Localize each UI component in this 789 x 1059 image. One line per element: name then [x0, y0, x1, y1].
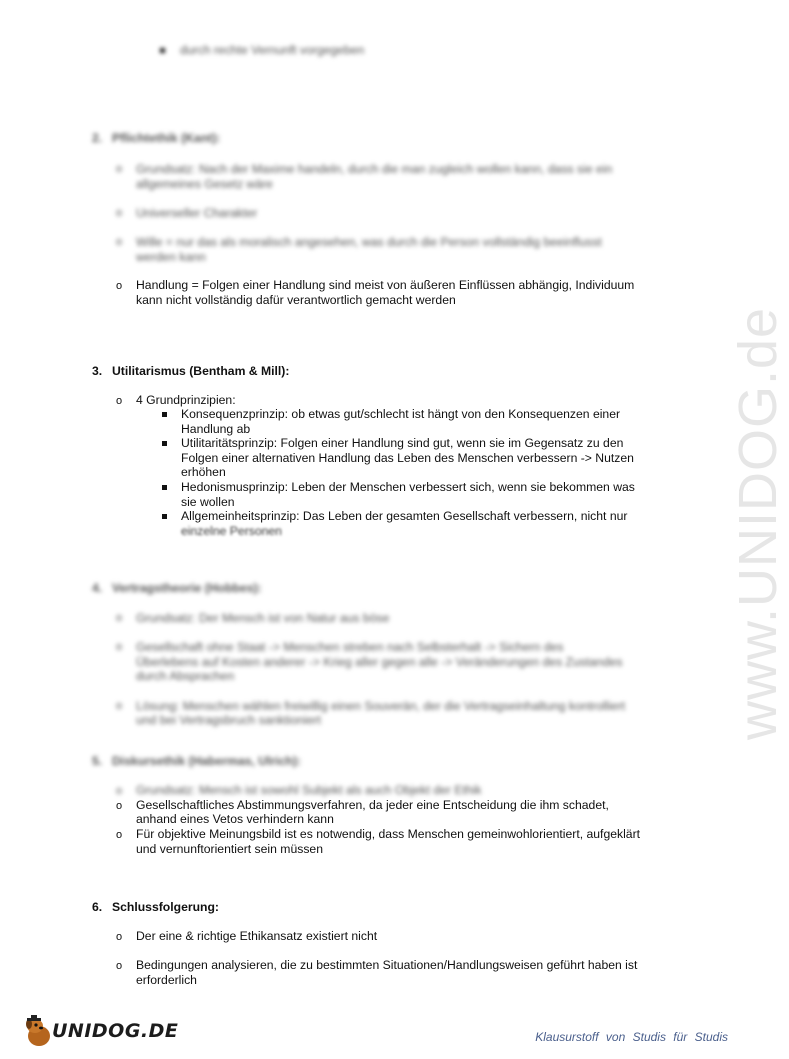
circle-bullet-icon: o	[116, 395, 123, 407]
section6-number: 6.	[92, 900, 103, 914]
principle-2-line1: Utilitaritätsprinzip: Folgen einer Handlung sind gut, wenn sie im Gegensatz zu den	[181, 436, 624, 450]
section4-item-3-line2: und bei Vertragsbruch sanktioniert	[136, 713, 321, 727]
principle-2-line2: Folgen einer alternativen Handlung das Leben des Menschen verbessern -> Nutzen	[181, 451, 634, 465]
principle-4-line2: einzelne Personen	[181, 524, 282, 538]
circle-bullet-icon: o	[116, 800, 123, 812]
circle-bullet-icon: o	[116, 641, 123, 653]
section4-number: 4.	[92, 581, 103, 595]
principle-1-line1: Konsequenzprinzip: ob etwas gut/schlecht ist hängt von den Konsequenzen einer	[181, 407, 621, 421]
square-bullet-icon	[162, 412, 167, 417]
principle-2-line3: erhöhen	[181, 465, 226, 479]
square-bullet-icon	[162, 514, 167, 519]
section3-number: 3.	[92, 364, 103, 378]
section4-item-2-line1: Gesellschaft ohne Staat -> Menschen streben nach Selbsterhalt -> Sichern des	[136, 640, 564, 654]
section2-item-3-line1: Wille = nur das als moralisch angesehen, was durch die Person vollständig beeinflusst	[136, 235, 602, 249]
section4-item-2-line3: durch Absprachen	[136, 669, 235, 683]
section2-title: Pflichtethik (Kant):	[112, 131, 221, 145]
section5-blurred-item: Grundsatz: Mensch ist sowohl Subjekt als auch Objekt der Ethik	[136, 783, 482, 797]
circle-bullet-icon: o	[116, 829, 123, 841]
circle-bullet-icon: o	[116, 960, 123, 972]
section5-title: Diskursethik (Habermas, Ulrich):	[112, 754, 301, 768]
section6-item-1: Der eine & richtige Ethikansatz existiert nicht	[136, 929, 378, 943]
section4-item-3-line1: Lösung: Menschen wählen freiwillig einen Souverän, der die Vertragseinhaltung kontrolliert	[136, 699, 626, 713]
dog-mascot-icon	[22, 1014, 56, 1050]
section5-item-2-line1: Für objektive Meinungsbild ist es notwendig, dass Menschen gemeinwohlorientiert, aufgeklärt	[136, 827, 641, 841]
circle-bullet-icon: o	[116, 785, 123, 797]
section5-item-2-line2: und vernunftorientiert sein müssen	[136, 842, 323, 856]
circle-bullet-icon: o	[116, 236, 123, 248]
top-bullet-text: durch rechte Vernunft vorgegeben	[180, 43, 365, 57]
principle-3-line2: sie wollen	[181, 495, 235, 509]
section5-item-1-line1: Gesellschaftliches Abstimmungsverfahren, da jeder eine Entscheidung die ihm schadet,	[136, 798, 609, 812]
square-bullet-icon	[162, 485, 167, 490]
section3-intro: 4 Grundprinzipien:	[136, 393, 236, 407]
circle-bullet-icon: o	[116, 700, 123, 712]
section6-title: Schlussfolgerung:	[112, 900, 219, 914]
section6-item-2-line1: Bedingungen analysieren, die zu bestimmten Situationen/Handlungsweisen geführt haben ist	[136, 958, 638, 972]
section2-visible-item-line2: kann nicht vollständig dafür verantwortlich gemacht werden	[136, 293, 456, 307]
watermark	[672, 280, 788, 740]
section6-item-2-line2: erforderlich	[136, 973, 197, 987]
section2-visible-item-line1: Handlung = Folgen einer Handlung sind meist von äußeren Einflüssen abhängig, Individuum	[136, 278, 635, 292]
section3-title: Utilitarismus (Bentham & Mill):	[112, 364, 290, 378]
section5-number: 5.	[92, 754, 103, 768]
circle-bullet-icon: o	[116, 163, 123, 175]
section4-item-1: Grundsatz: Der Mensch ist von Natur aus böse	[136, 611, 390, 625]
watermark-text: www.UNIDOG.de	[728, 306, 788, 740]
circle-bullet-icon: o	[116, 280, 123, 292]
section4-title: Vertragstheorie (Hobbes):	[112, 581, 262, 595]
section2-item-1-line1: Grundsatz: Nach der Maxime handeln, durch die man zugleich wollen kann, dass sie ein	[136, 162, 613, 176]
principle-4-line1: Allgemeinheitsprinzip: Das Leben der gesamten Gesellschaft verbessern, nicht nur	[181, 509, 628, 523]
section2-number: 2.	[92, 131, 103, 145]
unidog-logo[interactable]	[22, 1014, 179, 1050]
section2-item-3-line2: werden kann	[136, 250, 206, 264]
square-bullet-icon	[160, 48, 165, 53]
principle-3-line1: Hedonismusprinzip: Leben der Menschen verbessert sich, wenn sie bekommen was	[181, 480, 635, 494]
principle-1-line2: Handlung ab	[181, 422, 251, 436]
circle-bullet-icon: o	[116, 931, 123, 943]
section5-item-1-line2: anhand eines Vetos verhindern kann	[136, 812, 334, 826]
section2-item-2: Universeller Charakter	[136, 206, 258, 220]
section2-item-1-line2: allgemeines Gesetz wäre	[136, 177, 273, 191]
circle-bullet-icon: o	[116, 612, 123, 624]
square-bullet-icon	[162, 441, 167, 446]
logo-text: UNIDOG.DE	[52, 1020, 179, 1042]
section4-item-2-line2: Überlebens auf Kosten anderer -> Krieg aller gegen alle -> Veränderungen des Zustandes	[136, 655, 623, 669]
circle-bullet-icon: o	[116, 207, 123, 219]
footer-tagline: Klausurstoff von Studis für Studis	[535, 1030, 728, 1044]
